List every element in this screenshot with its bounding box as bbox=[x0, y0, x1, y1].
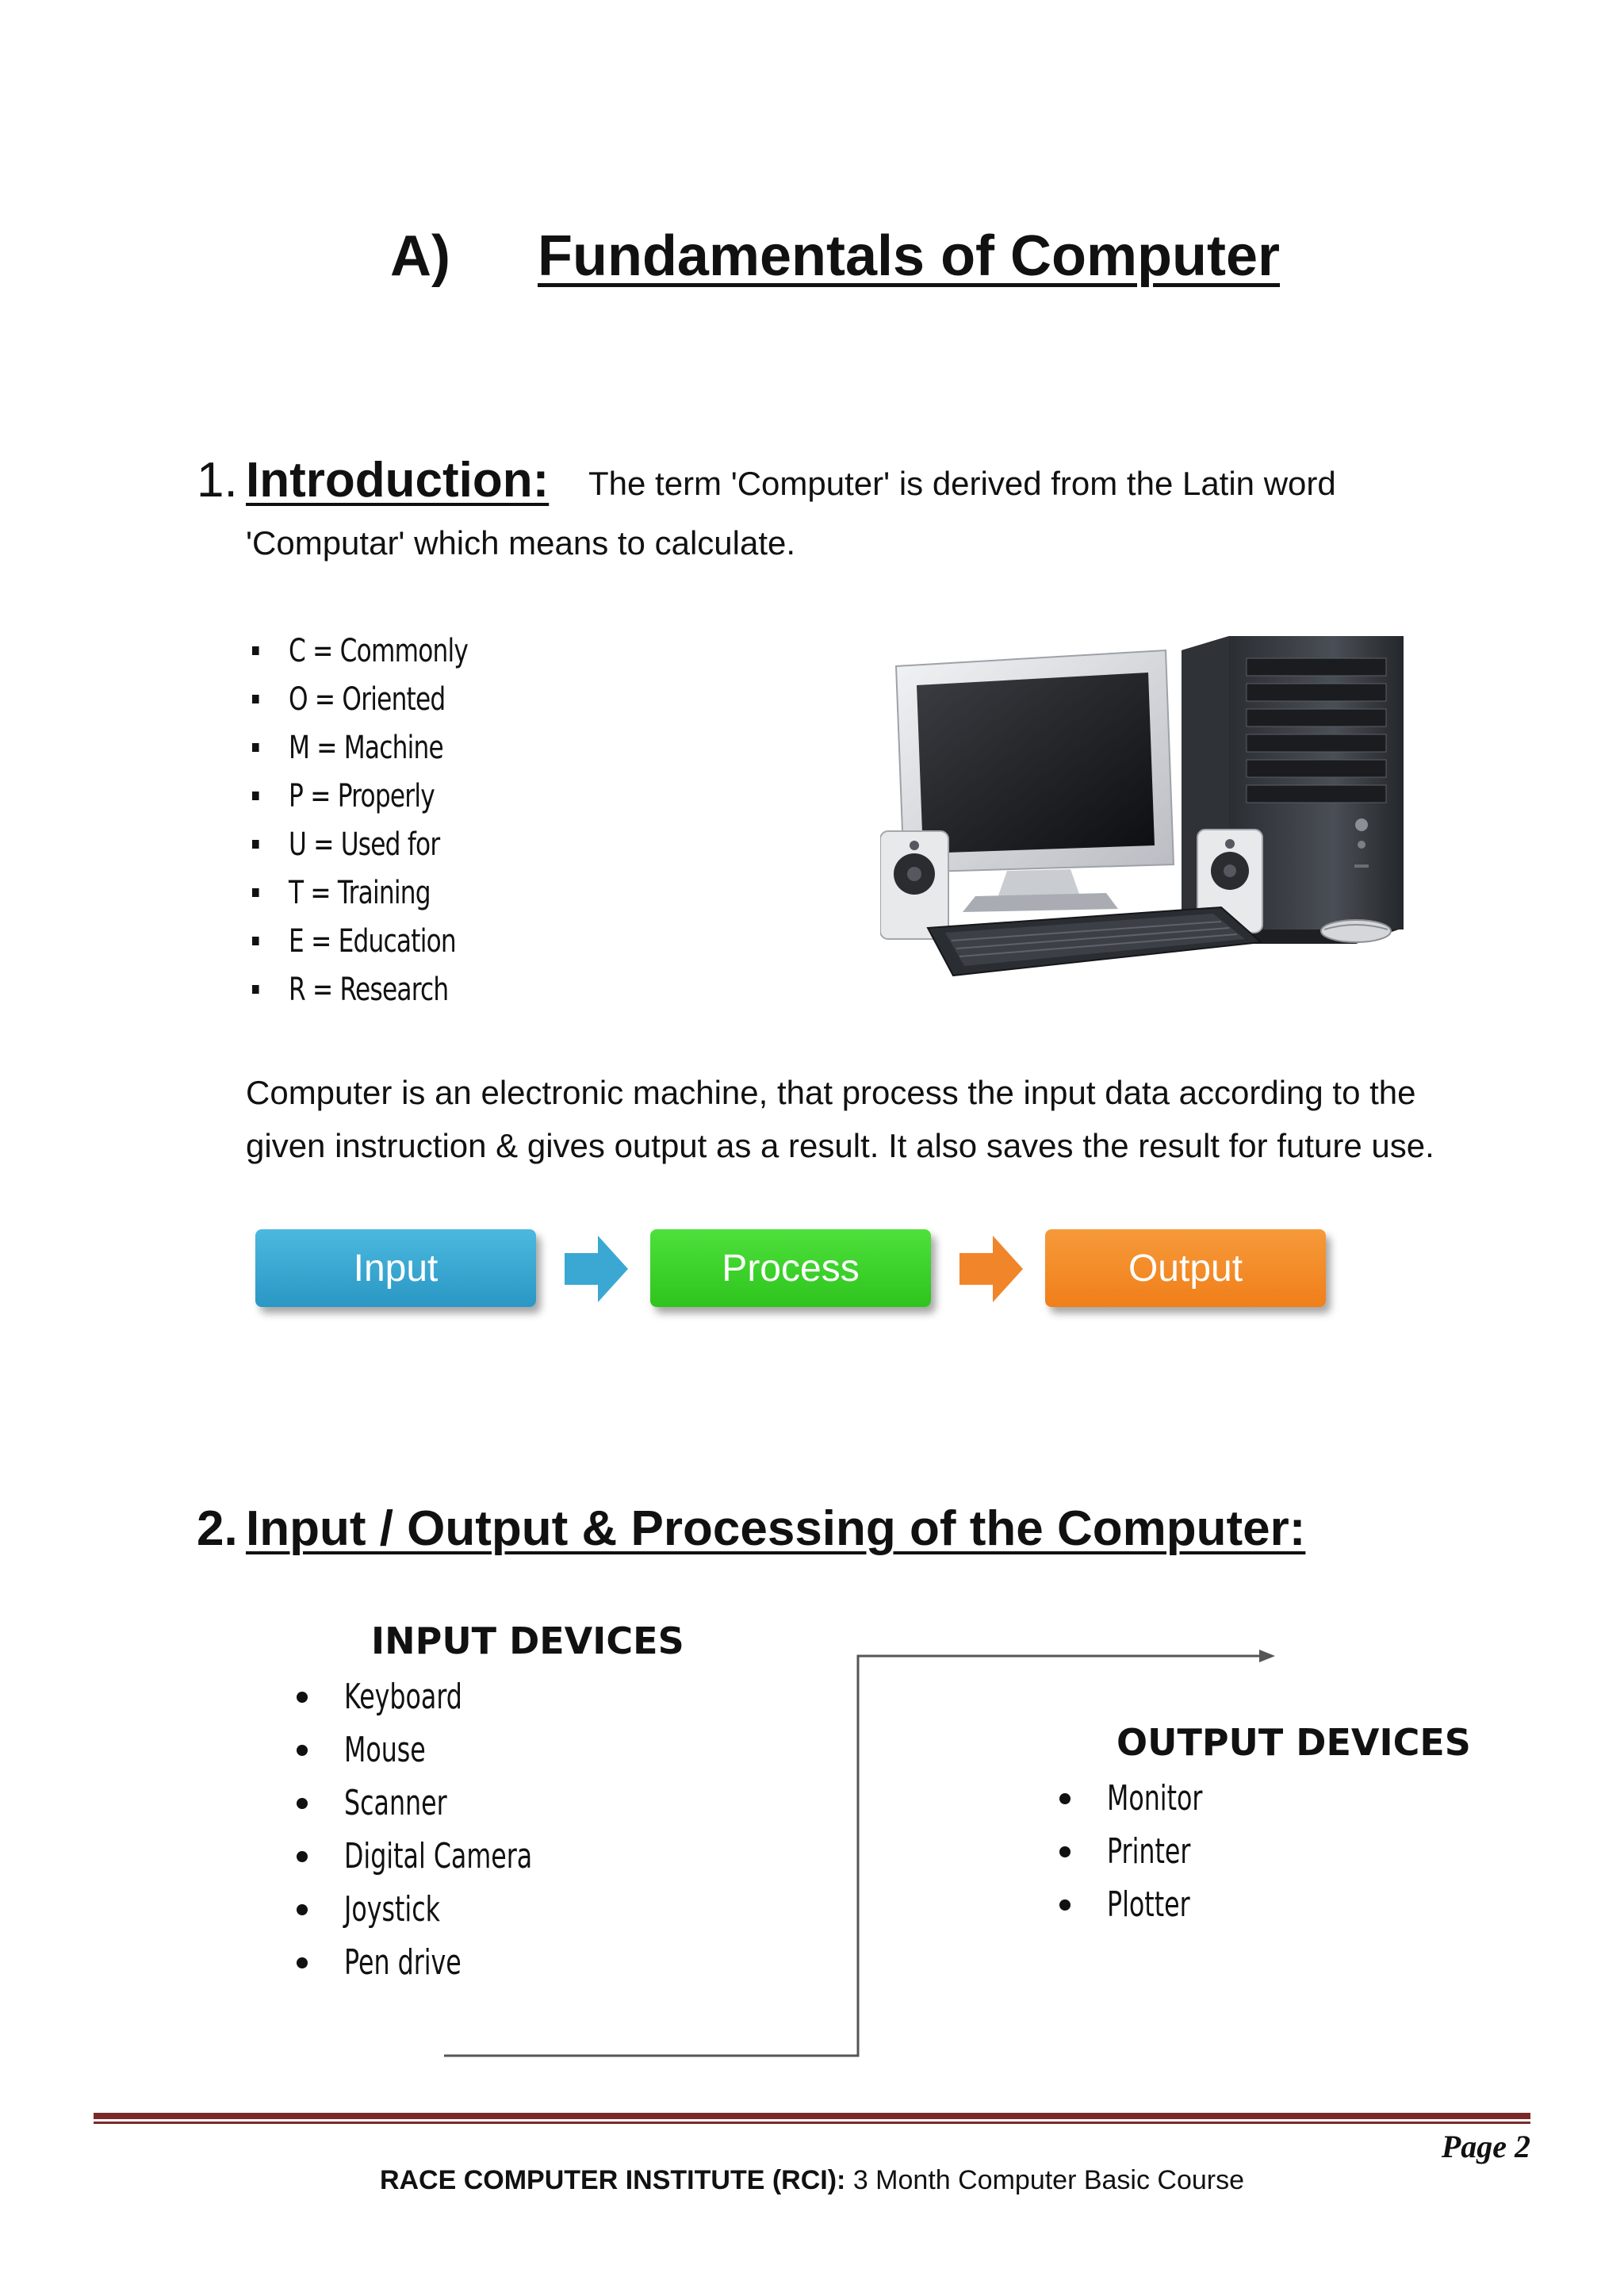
description-line-1: Computer is an electronic machine, that process the input data according to the bbox=[246, 1074, 1416, 1111]
title-letter: A) bbox=[390, 224, 450, 288]
intro-text-line-2: 'Computar' which means to calculate. bbox=[246, 524, 796, 562]
square-bullet-icon bbox=[252, 840, 259, 849]
bullet-icon bbox=[297, 1745, 308, 1756]
flow-process-box: Process bbox=[650, 1229, 931, 1307]
list-item: T = Training bbox=[252, 868, 468, 917]
output-devices-list bbox=[1059, 1772, 1239, 1931]
square-bullet-icon bbox=[252, 695, 259, 703]
bullet-icon bbox=[297, 1798, 308, 1809]
page-title: Fundamentals of Computer bbox=[538, 224, 1281, 288]
section-1-number: 1. bbox=[197, 453, 238, 508]
list-item: M = Machine bbox=[252, 723, 468, 772]
square-bullet-icon bbox=[252, 646, 259, 655]
flow-output-box: Output bbox=[1045, 1229, 1326, 1307]
list-item: R = Research bbox=[252, 965, 468, 1014]
list-item: U = Used for bbox=[252, 820, 468, 868]
description-line-2: given instruction & gives output as a result. It also saves the result for future use. bbox=[246, 1127, 1434, 1164]
list-item: E = Education bbox=[252, 917, 468, 965]
bullet-icon bbox=[297, 1957, 308, 1968]
bullet-icon bbox=[1059, 1899, 1071, 1911]
list-item: Joystick bbox=[297, 1883, 605, 1936]
square-bullet-icon bbox=[252, 792, 259, 800]
list-item: Plotter bbox=[1059, 1878, 1239, 1931]
square-bullet-icon bbox=[252, 743, 259, 752]
list-item: Digital Camera bbox=[297, 1830, 605, 1883]
square-bullet-icon bbox=[252, 937, 259, 945]
bullet-icon bbox=[297, 1692, 308, 1703]
list-item: C = Commonly bbox=[252, 627, 468, 675]
right-arrow-icon bbox=[565, 1236, 628, 1302]
flow-input-box: Input bbox=[255, 1229, 536, 1307]
desktop-computer-image bbox=[880, 627, 1427, 991]
bullet-icon bbox=[1059, 1793, 1071, 1804]
footer-rule-thick bbox=[94, 2113, 1530, 2119]
section-2-heading: Input / Output & Processing of the Computer: bbox=[246, 1501, 1306, 1556]
footer-rule-thin bbox=[94, 2122, 1530, 2124]
section-1-heading: Introduction: bbox=[246, 453, 550, 508]
section-2-number: 2. bbox=[197, 1501, 238, 1556]
bullet-icon bbox=[1059, 1846, 1071, 1857]
list-item: Mouse bbox=[297, 1723, 605, 1777]
acronym-list bbox=[252, 627, 529, 1014]
input-devices-heading: INPUT DEVICES bbox=[371, 1619, 684, 1662]
list-item: Keyboard bbox=[297, 1670, 605, 1723]
square-bullet-icon bbox=[252, 888, 259, 897]
page-number: Page 2 bbox=[1441, 2129, 1530, 2164]
bullet-icon bbox=[297, 1851, 308, 1862]
list-item: O = Oriented bbox=[252, 675, 468, 723]
list-item: Pen drive bbox=[297, 1936, 605, 1989]
list-item: Monitor bbox=[1059, 1772, 1239, 1825]
footer-text: RACE COMPUTER INSTITUTE (RCI): 3 Month Computer Basic Course bbox=[379, 2165, 1245, 2195]
right-arrow-icon bbox=[959, 1236, 1023, 1302]
list-item: P = Properly bbox=[252, 772, 468, 820]
list-item: Printer bbox=[1059, 1825, 1239, 1878]
list-item: Scanner bbox=[297, 1777, 605, 1830]
bullet-icon bbox=[297, 1904, 308, 1915]
output-devices-heading: OUTPUT DEVICES bbox=[1116, 1721, 1471, 1764]
intro-text-line-1: The term 'Computer' is derived from the Latin word bbox=[588, 465, 1336, 502]
square-bullet-icon bbox=[252, 985, 259, 994]
